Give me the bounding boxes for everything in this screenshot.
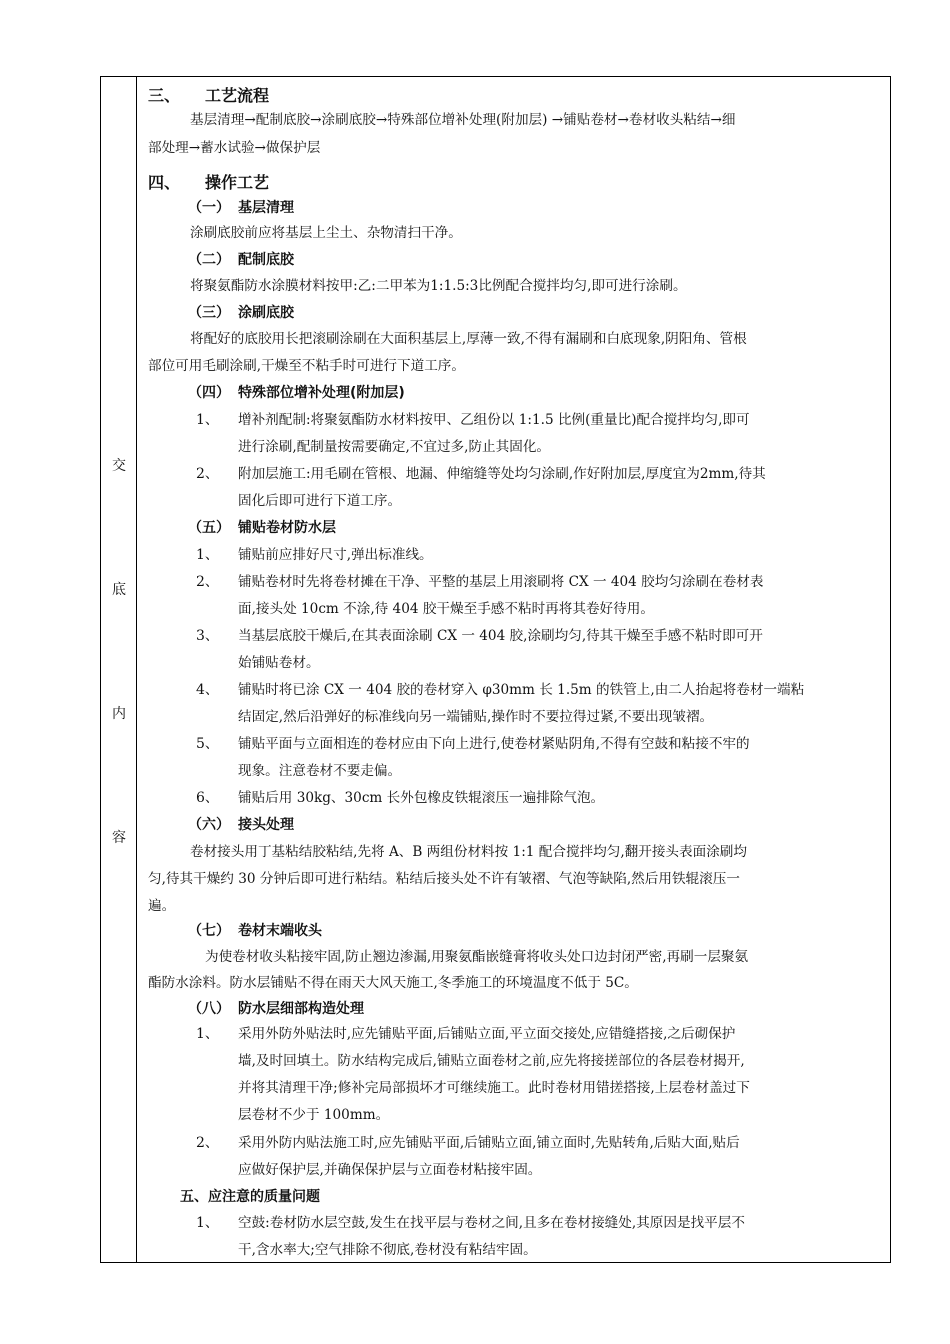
paragraph-line: 现象。注意卷材不要走偏。 (238, 763, 402, 779)
subsection-number: （二） (188, 252, 230, 268)
paragraph-line: 将配好的底胶用长把滚刷涂刷在大面积基层上,厚薄一致,不得有漏刷和白底现象,阴阳角、管根 (190, 331, 747, 347)
item-number: 2、 (196, 466, 219, 482)
section-title: 五、应注意的质量问题 (180, 1189, 320, 1205)
item-number: 2、 (196, 574, 219, 590)
item-number: 4、 (196, 682, 219, 698)
paragraph-line: 采用外防内贴法施工时,应先铺贴平面,后铺贴立面,铺立面时,先贴转角,后贴大面,贴后 (238, 1135, 740, 1151)
subsection-title: 基层清理 (238, 200, 294, 216)
left-label-char: 容 (112, 830, 126, 846)
item-number: 6、 (196, 790, 219, 806)
subsection-number: （七） (188, 923, 230, 939)
paragraph-line: 增补剂配制:将聚氨酯防水材料按甲、乙组份以 1:1.5 比例(重量比)配合搅拌均匀,即可 (238, 412, 750, 428)
subsection-title: 涂刷底胶 (238, 305, 294, 321)
paragraph-line: 墙,及时回填土。防水结构完成后,铺贴立面卷材之前,应先将接搓部位的各层卷材揭开, (238, 1053, 745, 1069)
paragraph-line: 层卷材不少于 100mm。 (238, 1107, 390, 1123)
paragraph-line: 始铺贴卷材。 (238, 655, 320, 671)
paragraph-line: 为使卷材收头粘接牢固,防止翘边渗漏,用聚氨酯嵌缝膏将收头处口边封闭严密,再刷一层聚氨 (205, 949, 749, 965)
paragraph-line: 进行涂刷,配制量按需要确定,不宜过多,防止其固化。 (238, 439, 551, 455)
subsection-title: 配制底胶 (238, 252, 294, 268)
paragraph-line: 当基层底胶干燥后,在其表面涂刷 CX 一 404 胶,涂刷均匀,待其干燥至手感不粘时即可开 (238, 628, 763, 644)
item-number: 5、 (196, 736, 219, 752)
left-label-char: 底 (112, 582, 126, 598)
subsection-title: 铺贴卷材防水层 (238, 520, 336, 536)
paragraph-line: 并将其清理干净;修补完局部损坏才可继续施工。此时卷材用错搓搭接,上层卷材盖过下 (238, 1080, 750, 1096)
paragraph-line: 铺贴平面与立面相连的卷材应由下向上进行,使卷材紧贴阴角,不得有空鼓和粘接不牢的 (238, 736, 750, 752)
paragraph-line: 固化后即可进行下道工序。 (238, 493, 402, 509)
section-title: 操作工艺 (205, 173, 270, 192)
section-number: 三、 (148, 86, 181, 105)
paragraph-line: 面,接头处 10cm 不涂,待 404 胶干燥至手感不粘时再将其卷好待用。 (238, 601, 654, 617)
paragraph-line: 部处理→蓄水试验→做保护层 (148, 140, 321, 156)
item-number: 2、 (196, 1135, 219, 1151)
subsection-number: （五） (188, 520, 230, 536)
paragraph-line: 基层清理→配制底胶→涂刷底胶→特殊部位增补处理(附加层) →铺贴卷材→卷材收头粘结→细 (190, 112, 736, 128)
paragraph-line: 铺贴后用 30kg、30cm 长外包橡皮铁辊滚压一遍排除气泡。 (238, 790, 605, 806)
subsection-number: （三） (188, 305, 230, 321)
section-title: 工艺流程 (205, 86, 270, 105)
paragraph-line: 应做好保护层,并确保保护层与立面卷材粘接牢固。 (238, 1162, 542, 1178)
paragraph-line: 采用外防外贴法时,应先铺贴平面,后铺贴立面,平立面交接处,应错缝搭接,之后砌保护 (238, 1026, 736, 1042)
item-number: 1、 (196, 1215, 219, 1231)
left-label-column (101, 77, 137, 1262)
subsection-title: 卷材末端收头 (238, 923, 322, 939)
section-number: 四、 (148, 173, 181, 192)
paragraph-line: 铺贴卷材时先将卷材摊在干净、平整的基层上用滚刷将 CX 一 404 胶均匀涂刷在卷材表 (238, 574, 764, 590)
left-label-char: 内 (112, 706, 126, 722)
item-number: 1、 (196, 547, 219, 563)
left-label-char: 交 (112, 458, 126, 474)
paragraph-line: 酯防水涂料。防水层铺贴不得在雨天大风天施工,冬季施工的环境温度不低于 5C。 (148, 975, 638, 991)
paragraph-line: 卷材接头用丁基粘结胶粘结,先将 A、B 两组份材料按 1:1 配合搅拌均匀,翻开接头表面涂刷均 (190, 844, 747, 860)
subsection-number: （四） (188, 385, 230, 401)
subsection-number: （一） (188, 200, 230, 216)
paragraph-line: 空鼓:卷材防水层空鼓,发生在找平层与卷材之间,且多在卷材接缝处,其原因是找平层不 (238, 1215, 745, 1231)
subsection-number: （八） (188, 1001, 230, 1017)
item-number: 1、 (196, 412, 219, 428)
paragraph-line: 附加层施工:用毛刷在管根、地漏、伸缩缝等处均匀涂刷,作好附加层,厚度宜为2mm,待其 (238, 466, 766, 482)
paragraph-line: 涂刷底胶前应将基层上尘土、杂物清扫干净。 (190, 225, 462, 241)
subsection-title: 接头处理 (238, 817, 294, 833)
item-number: 1、 (196, 1026, 219, 1042)
paragraph-line: 铺贴时将已涂 CX 一 404 胶的卷材穿入 φ30mm 长 1.5m 的铁管上,由二人抬起将卷材一端粘 (238, 682, 805, 698)
subsection-title: 防水层细部构造处理 (238, 1001, 364, 1017)
paragraph-line: 将聚氨酯防水涂膜材料按甲:乙:二甲苯为1:1.5:3比例配合搅拌均匀,即可进行涂刷。 (190, 278, 687, 294)
paragraph-line: 结固定,然后沿弹好的标准线向另一端铺贴,操作时不要拉得过紧,不要出现皱褶。 (238, 709, 714, 725)
paragraph-line: 部位可用毛刷涂刷,干燥至不粘手时可进行下道工序。 (148, 358, 465, 374)
paragraph-line: 遍。 (148, 898, 176, 914)
subsection-number: （六） (188, 817, 230, 833)
paragraph-line: 干,含水率大;空气排除不彻底,卷材没有粘结牢固。 (238, 1242, 537, 1258)
item-number: 3、 (196, 628, 219, 644)
paragraph-line: 匀,待其干燥约 30 分钟后即可进行粘结。粘结后接头处不许有皱褶、气泡等缺陷,然后用铁辊滚压一 (148, 871, 740, 887)
subsection-title: 特殊部位增补处理(附加层) (238, 385, 405, 401)
paragraph-line: 铺贴前应排好尺寸,弹出标准线。 (238, 547, 433, 563)
